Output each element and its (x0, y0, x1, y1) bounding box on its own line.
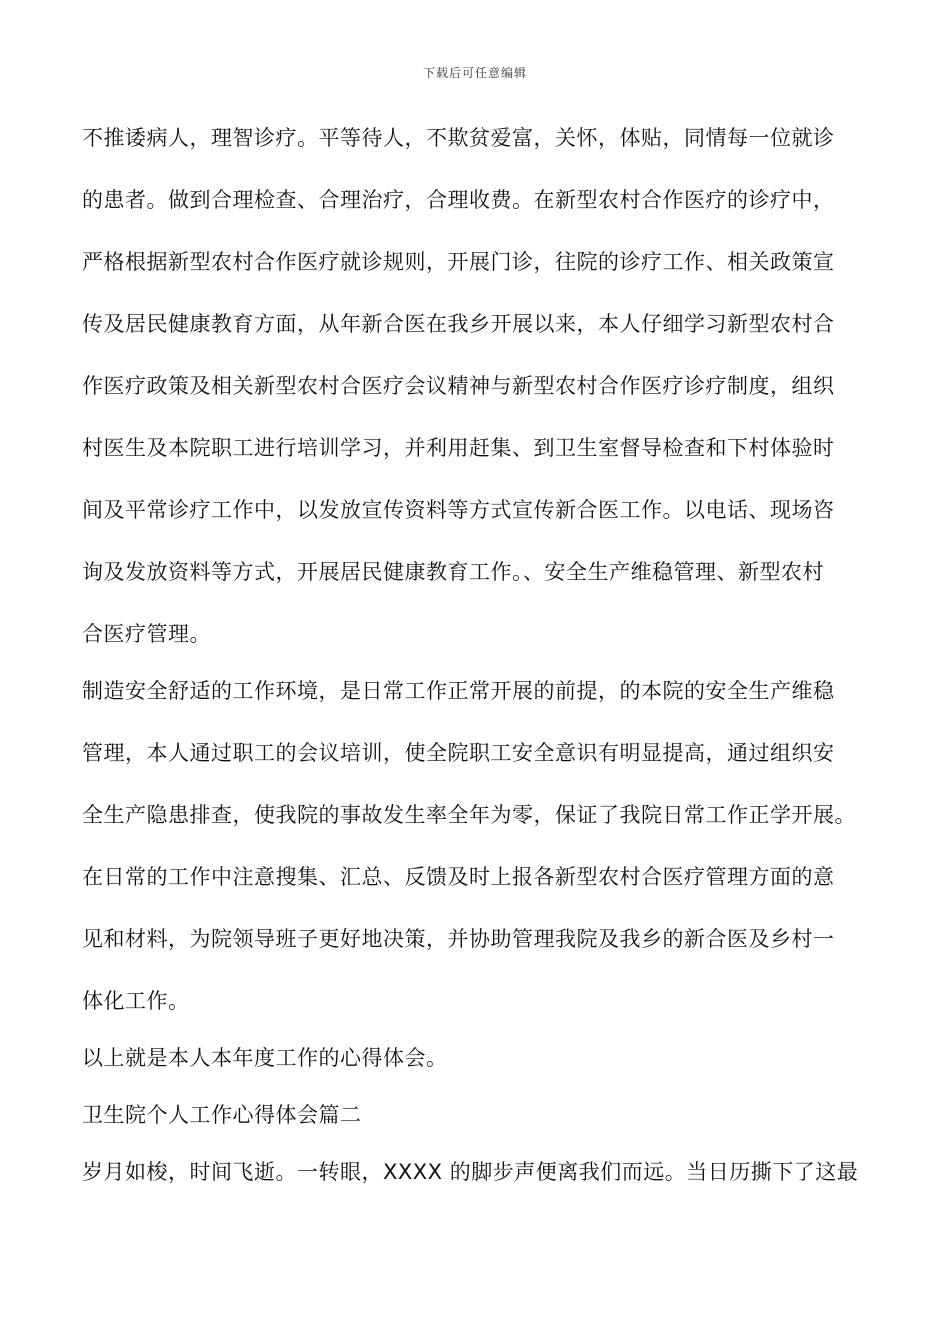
text-line: 严格根据新型农村合作医疗就诊规则，开展门诊，往院的诊疗工作、相关政策宣 (82, 250, 835, 274)
text-line: 作医疗政策及相关新型农村合医疗会议精神与新型农村合作医疗诊疗制度，组织 (82, 374, 835, 398)
text-line: 间及平常诊疗工作中，以发放宣传资料等方式宣传新合医工作。以电话、现场咨 (82, 498, 835, 522)
text-line: 询及发放资料等方式，开展居民健康教育工作。、安全生产维稳管理、新型农村 (82, 560, 824, 584)
page-header-note: 下载后可任意编辑 (422, 66, 527, 80)
text-line: 体化工作。 (82, 989, 190, 1013)
text-line: 不推诿病人，理智诊疗。平等待人，不欺贫爱富，关怀，体贴，同情每一位就诊 (82, 126, 835, 150)
text-line: 见和材料，为院领导班子更好地决策，并协助管理我院及我乡的新合医及乡村一 (82, 927, 835, 951)
text-line: 全生产隐患排查，使我院的事故发生率全年为零，保证了我院日常工作正学开展。 (82, 803, 856, 827)
document-body (82, 115, 882, 1211)
text-line: 合医疗管理。 (82, 622, 211, 646)
text-line: 在日常的工作中注意搜集、汇总、反馈及时上报各新型农村合医疗管理方面的意 (82, 865, 835, 889)
text-line: 村医生及本院职工进行培训学习，并利用赶集、到卫生室督导检查和下村体验时 (82, 436, 835, 460)
text-line: 传及居民健康教育方面，从年新合医在我乡开展以来，本人仔细学习新型农村合 (82, 312, 835, 336)
text-line: 制造安全舒适的工作环境，是日常工作正常开展的前提，的本院的安全生产维稳 (82, 679, 835, 703)
text-line: 以上就是本人本年度工作的心得体会。 (82, 1046, 448, 1070)
text-line: 的患者。做到合理检查、合理治疗，合理收费。在新型农村合作医疗的诊疗中， (82, 188, 835, 212)
text-line: 岁月如梭，时间飞逝。一转眼，XXXX 的脚步声便离我们而远。当日历撕下了这最 (82, 1160, 859, 1184)
section-heading: 卫生院个人工作心得体会篇二 (82, 1103, 362, 1127)
text-line: 管理，本人通过职工的会议培训，使全院职工安全意识有明显提高，通过组织安 (82, 741, 835, 765)
